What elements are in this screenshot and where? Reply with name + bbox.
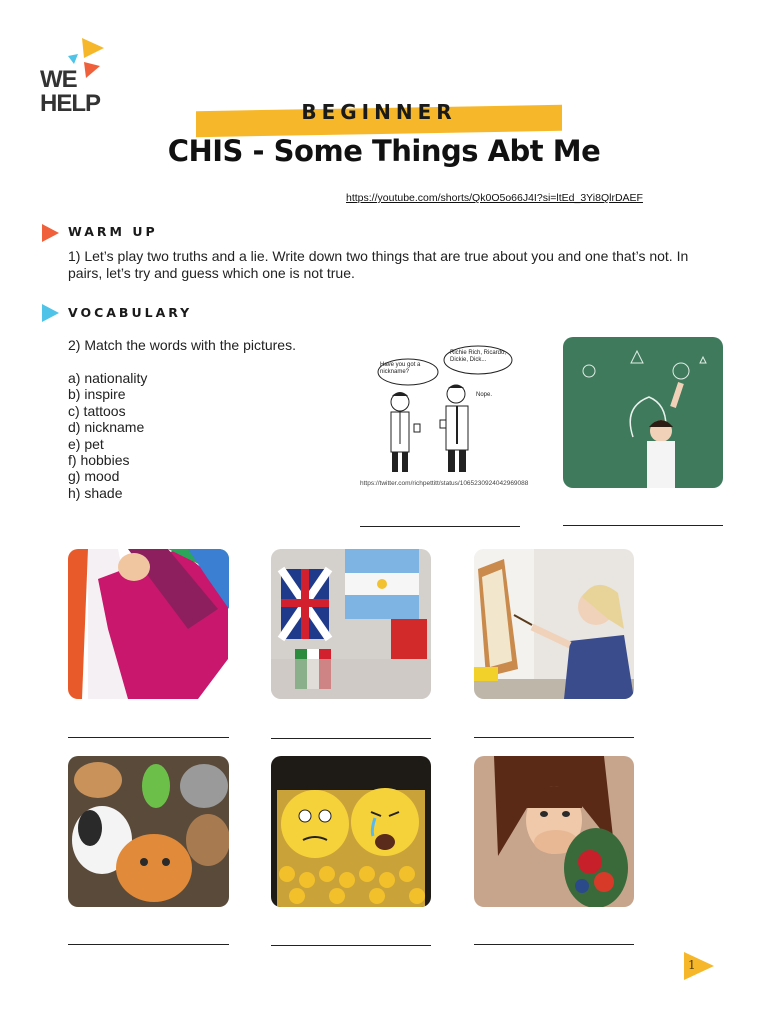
wehelp-logo	[40, 36, 120, 126]
vocabulary-word: g) mood	[68, 468, 120, 485]
picture-mood-emojis	[271, 756, 431, 907]
youtube-link[interactable]: https://youtube.com/shorts/Qk0O5o66J4I?si=ltEd_3Yi8QlrDAEF	[346, 192, 643, 204]
cartoon-reply: Nope.	[476, 392, 493, 398]
answer-line[interactable]	[271, 945, 431, 946]
vocabulary-heading: VOCABULARY	[68, 305, 193, 320]
vocabulary-arrow-icon	[42, 304, 59, 322]
page-number-badge	[684, 952, 714, 980]
warmup-text: 1) Let’s play two truths and a lie. Write down two things that are true about you and one that’s not. In pairs, let’s try and guess which one is not true.	[68, 248, 689, 281]
picture-tattoos-woman	[474, 756, 634, 907]
vocabulary-word: h) shade	[68, 484, 123, 501]
answer-line[interactable]	[68, 737, 229, 738]
vocabulary-word: f) hobbies	[68, 452, 130, 469]
vocabulary-word: c) tattoos	[68, 402, 126, 419]
vocabulary-instruction: 2) Match the words with the pictures.	[68, 337, 296, 353]
warmup-heading: WARM UP	[68, 224, 158, 239]
logo-text-we: WE	[40, 66, 77, 93]
logo-text-help: HELP	[40, 90, 101, 117]
vocabulary-word: d) nickname	[68, 419, 145, 436]
vocabulary-word-list	[68, 370, 147, 501]
page-title: CHIS - Some Things Abt Me	[167, 134, 601, 168]
picture-shade-swatches	[68, 549, 229, 699]
picture-hobbies-painter	[474, 549, 634, 699]
answer-line[interactable]	[360, 526, 520, 527]
page-number: 1	[688, 958, 696, 972]
vocabulary-word: a) nationality	[68, 370, 148, 386]
cartoon-bubble-question: Have you got a nickname?	[380, 362, 421, 375]
answer-line[interactable]	[474, 944, 634, 945]
answer-line[interactable]	[68, 944, 229, 945]
vocabulary-word: b) inspire	[68, 386, 126, 403]
picture-pet-animals	[68, 756, 229, 907]
picture-inspire-chalkboard	[563, 337, 723, 488]
picture-nickname-cartoon	[358, 340, 534, 490]
answer-line[interactable]	[474, 737, 634, 738]
vocabulary-word: e) pet	[68, 435, 104, 452]
level-label: BEGINNER	[301, 100, 457, 124]
answer-line[interactable]	[563, 525, 723, 526]
answer-line[interactable]	[271, 738, 431, 739]
cartoon-source-caption: https://twitter.com/richpettitt/status/1065230924042969088	[360, 480, 529, 487]
warmup-arrow-icon	[42, 224, 59, 242]
cartoon-bubble-names: Richie Rich, Ricardo, Dickie, Dick...	[450, 350, 507, 363]
picture-nationality-flags	[271, 549, 431, 699]
